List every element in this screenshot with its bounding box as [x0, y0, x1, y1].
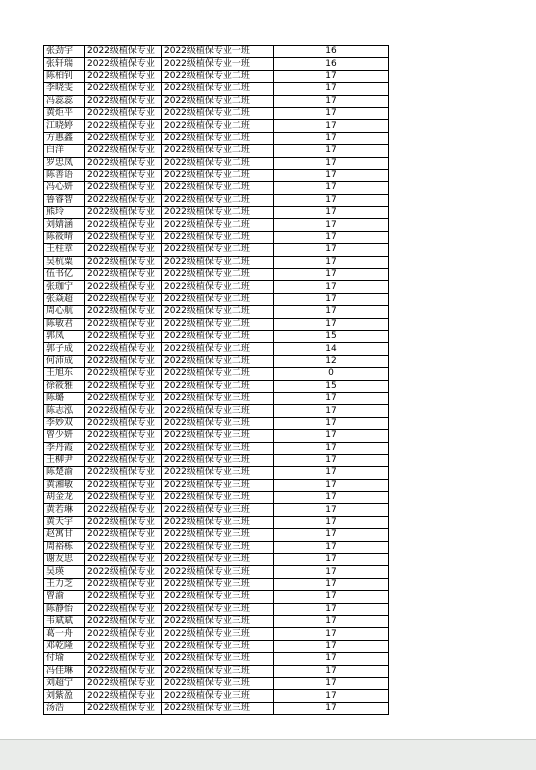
table-row [44, 566, 389, 578]
cell-name[interactable]: 何沛成 [44, 355, 85, 367]
cell-name[interactable]: 冯佳琳 [44, 665, 85, 677]
table-row [44, 529, 389, 541]
cell-name[interactable]: 冯心妍 [44, 182, 85, 194]
cell-name[interactable]: 熊玲 [44, 207, 85, 219]
cell-class[interactable]: 2022级植保专业二班 [162, 380, 274, 392]
cell-score[interactable]: 17 [274, 628, 389, 640]
cell-class[interactable]: 2022级植保专业三班 [162, 516, 274, 528]
cell-score[interactable]: 17 [274, 504, 389, 516]
cell-score[interactable]: 17 [274, 269, 389, 281]
table-row [44, 492, 389, 504]
cell-major[interactable]: 2022级植保专业 [85, 454, 162, 466]
table-row [44, 132, 389, 144]
cell-score[interactable]: 12 [274, 355, 389, 367]
cell-name[interactable]: 韦斌斌 [44, 615, 85, 627]
cell-score[interactable]: 17 [274, 640, 389, 652]
cell-score[interactable]: 17 [274, 132, 389, 144]
cell-name[interactable]: 张轩瑞 [44, 58, 85, 70]
cell-score[interactable]: 17 [274, 169, 389, 181]
cell-major[interactable]: 2022级植保专业 [85, 132, 162, 144]
cell-score[interactable]: 17 [274, 70, 389, 82]
table-row [44, 640, 389, 652]
cell-name[interactable]: 江晓婷 [44, 120, 85, 132]
cell-name[interactable]: 鲁睿智 [44, 194, 85, 206]
table-row [44, 169, 389, 181]
cell-score[interactable]: 17 [274, 207, 389, 219]
cell-major[interactable]: 2022级植保专业 [85, 95, 162, 107]
cell-class[interactable]: 2022级植保专业三班 [162, 392, 274, 404]
cell-class[interactable]: 2022级植保专业三班 [162, 405, 274, 417]
cell-major[interactable]: 2022级植保专业 [85, 58, 162, 70]
cell-name[interactable]: 吴瑛 [44, 566, 85, 578]
cell-class[interactable]: 2022级植保专业二班 [162, 107, 274, 119]
cell-name[interactable]: 王柳尹 [44, 454, 85, 466]
cell-name[interactable]: 黄湘敏 [44, 479, 85, 491]
cell-major[interactable]: 2022级植保专业 [85, 182, 162, 194]
cell-class[interactable]: 2022级植保专业二班 [162, 306, 274, 318]
cell-class[interactable]: 2022级植保专业二班 [162, 281, 274, 293]
cell-class[interactable]: 2022级植保专业二班 [162, 330, 274, 342]
cell-score[interactable]: 17 [274, 219, 389, 231]
cell-name[interactable]: 张劲宇 [44, 46, 85, 58]
cell-major[interactable]: 2022级植保专业 [85, 219, 162, 231]
cell-name[interactable]: 李妙双 [44, 417, 85, 429]
cell-class[interactable]: 2022级植保专业二班 [162, 194, 274, 206]
cell-class[interactable]: 2022级植保专业三班 [162, 467, 274, 479]
cell-class[interactable]: 2022级植保专业二班 [162, 293, 274, 305]
cell-major[interactable]: 2022级植保专业 [85, 343, 162, 355]
table-body [44, 46, 389, 715]
cell-class[interactable]: 2022级植保专业二班 [162, 83, 274, 95]
table-row [44, 244, 389, 256]
table-row [44, 281, 389, 293]
table-row [44, 368, 389, 380]
student-score-table [43, 45, 389, 715]
cell-major[interactable]: 2022级植保专业 [85, 603, 162, 615]
cell-class[interactable]: 2022级植保专业二班 [162, 182, 274, 194]
cell-class[interactable]: 2022级植保专业二班 [162, 231, 274, 243]
cell-name[interactable]: 陈善语 [44, 169, 85, 181]
table-row [44, 194, 389, 206]
table-row [44, 83, 389, 95]
cell-name[interactable]: 刘紫盈 [44, 690, 85, 702]
cell-name[interactable]: 黄炬平 [44, 107, 85, 119]
cell-name[interactable]: 刘超宁 [44, 677, 85, 689]
cell-name[interactable]: 郭子成 [44, 343, 85, 355]
cell-name[interactable]: 刘婧涵 [44, 219, 85, 231]
cell-name[interactable]: 徐筱雅 [44, 380, 85, 392]
cell-name[interactable]: 方惠鑫 [44, 132, 85, 144]
cell-score[interactable]: 17 [274, 578, 389, 590]
table-row [44, 355, 389, 367]
cell-class[interactable]: 2022级植保专业三班 [162, 628, 274, 640]
cell-major[interactable]: 2022级植保专业 [85, 504, 162, 516]
cell-major[interactable]: 2022级植保专业 [85, 306, 162, 318]
cell-major[interactable]: 2022级植保专业 [85, 107, 162, 119]
cell-name[interactable]: 伍书亿 [44, 269, 85, 281]
cell-major[interactable]: 2022级植保专业 [85, 516, 162, 528]
cell-class[interactable]: 2022级植保专业三班 [162, 417, 274, 429]
cell-class[interactable]: 2022级植保专业二班 [162, 368, 274, 380]
cell-major[interactable]: 2022级植保专业 [85, 591, 162, 603]
cell-major[interactable]: 2022级植保专业 [85, 157, 162, 169]
cell-major[interactable]: 2022级植保专业 [85, 145, 162, 157]
table-row [44, 380, 389, 392]
cell-major[interactable]: 2022级植保专业 [85, 46, 162, 58]
cell-major[interactable]: 2022级植保专业 [85, 665, 162, 677]
cell-score[interactable]: 17 [274, 479, 389, 491]
cell-score[interactable]: 17 [274, 566, 389, 578]
cell-class[interactable]: 2022级植保专业三班 [162, 479, 274, 491]
cell-name[interactable]: 周裕栋 [44, 541, 85, 553]
cell-name[interactable]: 付瑜 [44, 653, 85, 665]
cell-class[interactable]: 2022级植保专业三班 [162, 492, 274, 504]
table-row [44, 417, 389, 429]
cell-score[interactable]: 14 [274, 343, 389, 355]
table-row [44, 430, 389, 442]
cell-name[interactable]: 汤浩 [44, 702, 85, 714]
table-row [44, 690, 389, 702]
cell-major[interactable]: 2022级植保专业 [85, 653, 162, 665]
table-row [44, 702, 389, 714]
cell-score[interactable]: 17 [274, 107, 389, 119]
cell-class[interactable]: 2022级植保专业二班 [162, 269, 274, 281]
cell-score[interactable]: 17 [274, 492, 389, 504]
cell-name[interactable]: 曾渝 [44, 591, 85, 603]
cell-score[interactable]: 17 [274, 690, 389, 702]
table-row [44, 603, 389, 615]
cell-score[interactable]: 17 [274, 454, 389, 466]
cell-major[interactable]: 2022级植保专业 [85, 615, 162, 627]
cell-major[interactable]: 2022级植保专业 [85, 120, 162, 132]
cell-major[interactable]: 2022级植保专业 [85, 244, 162, 256]
cell-class[interactable]: 2022级植保专业三班 [162, 430, 274, 442]
cell-major[interactable]: 2022级植保专业 [85, 430, 162, 442]
cell-score[interactable]: 17 [274, 615, 389, 627]
cell-score[interactable]: 17 [274, 95, 389, 107]
cell-score[interactable]: 17 [274, 591, 389, 603]
cell-score[interactable]: 17 [274, 702, 389, 714]
cell-score[interactable]: 17 [274, 194, 389, 206]
cell-class[interactable]: 2022级植保专业三班 [162, 665, 274, 677]
cell-name[interactable]: 黄天宇 [44, 516, 85, 528]
table-row [44, 653, 389, 665]
cell-score[interactable]: 17 [274, 554, 389, 566]
table-row [44, 677, 389, 689]
cell-class[interactable]: 2022级植保专业二班 [162, 244, 274, 256]
cell-major[interactable]: 2022级植保专业 [85, 330, 162, 342]
cell-name[interactable]: 王旭东 [44, 368, 85, 380]
table-row [44, 318, 389, 330]
cell-class[interactable]: 2022级植保专业三班 [162, 554, 274, 566]
cell-class[interactable]: 2022级植保专业三班 [162, 442, 274, 454]
cell-class[interactable]: 2022级植保专业二班 [162, 318, 274, 330]
cell-score[interactable]: 17 [274, 120, 389, 132]
cell-class[interactable]: 2022级植保专业三班 [162, 690, 274, 702]
cell-class[interactable]: 2022级植保专业二班 [162, 132, 274, 144]
cell-score[interactable]: 17 [274, 293, 389, 305]
cell-class[interactable]: 2022级植保专业三班 [162, 653, 274, 665]
table-row [44, 591, 389, 603]
cell-major[interactable]: 2022级植保专业 [85, 578, 162, 590]
cell-class[interactable]: 2022级植保专业二班 [162, 169, 274, 181]
table-row [44, 392, 389, 404]
cell-major[interactable]: 2022级植保专业 [85, 256, 162, 268]
cell-score[interactable]: 17 [274, 83, 389, 95]
table-row [44, 58, 389, 70]
table-row [44, 293, 389, 305]
cell-class[interactable]: 2022级植保专业三班 [162, 640, 274, 652]
table-row [44, 207, 389, 219]
cell-class[interactable]: 2022级植保专业三班 [162, 504, 274, 516]
cell-score[interactable]: 17 [274, 256, 389, 268]
cell-major[interactable]: 2022级植保专业 [85, 70, 162, 82]
cell-name[interactable]: 陈敏君 [44, 318, 85, 330]
cell-name[interactable]: 罗忠凤 [44, 157, 85, 169]
cell-name[interactable]: 郭凤 [44, 330, 85, 342]
table-row [44, 467, 389, 479]
cell-name[interactable]: 曾少妍 [44, 430, 85, 442]
cell-major[interactable]: 2022级植保专业 [85, 640, 162, 652]
cell-class[interactable]: 2022级植保专业二班 [162, 145, 274, 157]
cell-class[interactable]: 2022级植保专业二班 [162, 355, 274, 367]
table-row [44, 516, 389, 528]
cell-score[interactable]: 15 [274, 330, 389, 342]
cell-class[interactable]: 2022级植保专业三班 [162, 603, 274, 615]
cell-name[interactable]: 邓乾隆 [44, 640, 85, 652]
cell-score[interactable]: 17 [274, 430, 389, 442]
cell-name[interactable]: 李丹霞 [44, 442, 85, 454]
cell-class[interactable]: 2022级植保专业一班 [162, 46, 274, 58]
cell-major[interactable]: 2022级植保专业 [85, 566, 162, 578]
cell-name[interactable]: 陈柏钊 [44, 70, 85, 82]
cell-major[interactable]: 2022级植保专业 [85, 677, 162, 689]
table-row [44, 343, 389, 355]
table-row [44, 46, 389, 58]
cell-name[interactable]: 陈楚渝 [44, 467, 85, 479]
cell-name[interactable]: 张珈宁 [44, 281, 85, 293]
cell-major[interactable]: 2022级植保专业 [85, 380, 162, 392]
cell-class[interactable]: 2022级植保专业二班 [162, 219, 274, 231]
cell-name[interactable]: 陈静怡 [44, 603, 85, 615]
cell-class[interactable]: 2022级植保专业二班 [162, 256, 274, 268]
table-row [44, 120, 389, 132]
cell-major[interactable]: 2022级植保专业 [85, 194, 162, 206]
cell-major[interactable]: 2022级植保专业 [85, 269, 162, 281]
cell-name[interactable]: 张焱超 [44, 293, 85, 305]
cell-class[interactable]: 2022级植保专业一班 [162, 58, 274, 70]
table-row [44, 107, 389, 119]
table-row [44, 269, 389, 281]
cell-class[interactable]: 2022级植保专业三班 [162, 677, 274, 689]
table-row [44, 442, 389, 454]
cell-score[interactable]: 17 [274, 157, 389, 169]
table-row [44, 628, 389, 640]
cell-class[interactable]: 2022级植保专业二班 [162, 95, 274, 107]
table-row [44, 182, 389, 194]
cell-score[interactable]: 17 [274, 244, 389, 256]
cell-major[interactable]: 2022级植保专业 [85, 281, 162, 293]
cell-major[interactable]: 2022级植保专业 [85, 169, 162, 181]
cell-score[interactable]: 17 [274, 318, 389, 330]
cell-score[interactable]: 0 [274, 368, 389, 380]
page-footer-area [0, 739, 536, 770]
table-row [44, 157, 389, 169]
table-row [44, 665, 389, 677]
cell-major[interactable]: 2022级植保专业 [85, 318, 162, 330]
cell-score[interactable]: 17 [274, 145, 389, 157]
cell-major[interactable]: 2022级植保专业 [85, 405, 162, 417]
cell-name[interactable]: 谢友思 [44, 554, 85, 566]
cell-major[interactable]: 2022级植保专业 [85, 529, 162, 541]
cell-name[interactable]: 王柱章 [44, 244, 85, 256]
cell-score[interactable]: 17 [274, 405, 389, 417]
cell-major[interactable]: 2022级植保专业 [85, 355, 162, 367]
cell-major[interactable]: 2022级植保专业 [85, 702, 162, 714]
cell-score[interactable]: 16 [274, 58, 389, 70]
cell-score[interactable]: 17 [274, 392, 389, 404]
cell-score[interactable]: 17 [274, 442, 389, 454]
table-row [44, 70, 389, 82]
table-row [44, 454, 389, 466]
cell-class[interactable]: 2022级植保专业二班 [162, 343, 274, 355]
table-row [44, 306, 389, 318]
cell-name[interactable]: 陈志泓 [44, 405, 85, 417]
cell-major[interactable]: 2022级植保专业 [85, 541, 162, 553]
cell-class[interactable]: 2022级植保专业三班 [162, 578, 274, 590]
cell-major[interactable]: 2022级植保专业 [85, 417, 162, 429]
table-row [44, 231, 389, 243]
table-row [44, 405, 389, 417]
cell-major[interactable]: 2022级植保专业 [85, 628, 162, 640]
cell-name[interactable]: 葛一舟 [44, 628, 85, 640]
cell-score[interactable]: 17 [274, 653, 389, 665]
cell-name[interactable]: 王力芝 [44, 578, 85, 590]
table-row [44, 541, 389, 553]
table-row [44, 578, 389, 590]
cell-major[interactable]: 2022级植保专业 [85, 207, 162, 219]
cell-score[interactable]: 17 [274, 665, 389, 677]
cell-name[interactable]: 吴杭粟 [44, 256, 85, 268]
cell-major[interactable]: 2022级植保专业 [85, 442, 162, 454]
cell-name[interactable]: 陈筱晴 [44, 231, 85, 243]
cell-class[interactable]: 2022级植保专业三班 [162, 591, 274, 603]
cell-major[interactable]: 2022级植保专业 [85, 231, 162, 243]
cell-major[interactable]: 2022级植保专业 [85, 392, 162, 404]
cell-score[interactable]: 16 [274, 46, 389, 58]
cell-major[interactable]: 2022级植保专业 [85, 293, 162, 305]
cell-score[interactable]: 17 [274, 417, 389, 429]
cell-major[interactable]: 2022级植保专业 [85, 479, 162, 491]
cell-name[interactable]: 陈璐 [44, 392, 85, 404]
cell-major[interactable]: 2022级植保专业 [85, 467, 162, 479]
cell-class[interactable]: 2022级植保专业二班 [162, 157, 274, 169]
cell-name[interactable]: 李晓雯 [44, 83, 85, 95]
cell-score[interactable]: 17 [274, 231, 389, 243]
cell-name[interactable]: 冯蕊蕊 [44, 95, 85, 107]
cell-class[interactable]: 2022级植保专业三班 [162, 454, 274, 466]
cell-score[interactable]: 17 [274, 467, 389, 479]
cell-major[interactable]: 2022级植保专业 [85, 83, 162, 95]
cell-name[interactable]: 白洋 [44, 145, 85, 157]
cell-class[interactable]: 2022级植保专业三班 [162, 529, 274, 541]
table-row [44, 479, 389, 491]
table-row [44, 256, 389, 268]
table-row [44, 504, 389, 516]
cell-score[interactable]: 17 [274, 603, 389, 615]
cell-major[interactable]: 2022级植保专业 [85, 690, 162, 702]
table-row [44, 615, 389, 627]
cell-class[interactable]: 2022级植保专业三班 [162, 702, 274, 714]
cell-score[interactable]: 17 [274, 182, 389, 194]
cell-name[interactable]: 胡金龙 [44, 492, 85, 504]
cell-major[interactable]: 2022级植保专业 [85, 554, 162, 566]
table-row [44, 219, 389, 231]
cell-score[interactable]: 17 [274, 306, 389, 318]
cell-score[interactable]: 15 [274, 380, 389, 392]
cell-score[interactable]: 17 [274, 677, 389, 689]
table-row [44, 554, 389, 566]
cell-major[interactable]: 2022级植保专业 [85, 492, 162, 504]
table-row [44, 330, 389, 342]
cell-score[interactable]: 17 [274, 281, 389, 293]
cell-score[interactable]: 17 [274, 541, 389, 553]
table-row [44, 95, 389, 107]
cell-class[interactable]: 2022级植保专业二班 [162, 207, 274, 219]
cell-name[interactable]: 黄若琳 [44, 504, 85, 516]
cell-class[interactable]: 2022级植保专业三班 [162, 541, 274, 553]
table-row [44, 145, 389, 157]
cell-name[interactable]: 周心航 [44, 306, 85, 318]
cell-class[interactable]: 2022级植保专业二班 [162, 70, 274, 82]
cell-score[interactable]: 17 [274, 529, 389, 541]
cell-class[interactable]: 2022级植保专业三班 [162, 566, 274, 578]
cell-major[interactable]: 2022级植保专业 [85, 368, 162, 380]
cell-name[interactable]: 赵寓甘 [44, 529, 85, 541]
cell-score[interactable]: 17 [274, 516, 389, 528]
cell-class[interactable]: 2022级植保专业三班 [162, 615, 274, 627]
cell-class[interactable]: 2022级植保专业二班 [162, 120, 274, 132]
